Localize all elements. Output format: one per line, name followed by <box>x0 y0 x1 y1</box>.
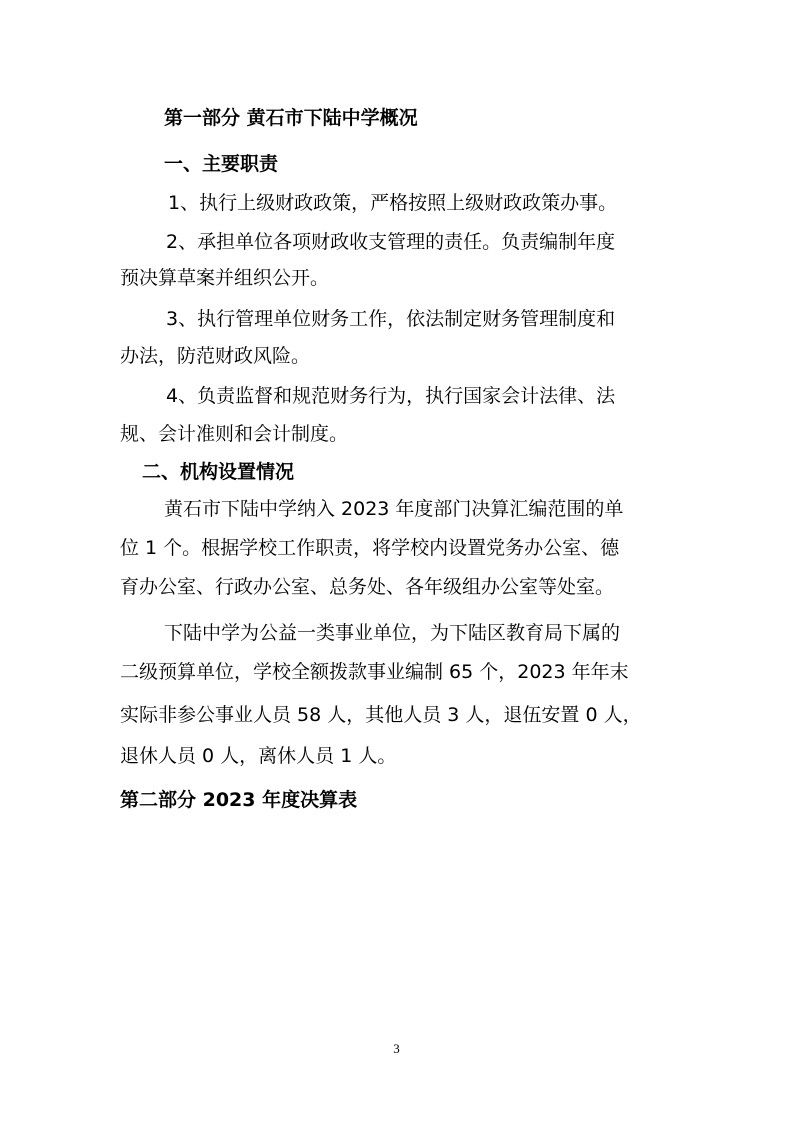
org-paragraph-2-line-2: 二级预算单位，学校全额拨款事业编制 65 个，2023 年年末 <box>120 661 629 683</box>
duty-item-1: 1、执行上级财政政策，严格按照上级财政政策办事。 <box>168 192 618 214</box>
duty-item-4-line-1: 4、负责监督和规范财务行为，执行国家会计法律、法 <box>166 385 616 407</box>
duty-item-4-line-2: 规、会计准则和会计制度。 <box>120 423 349 445</box>
org-paragraph-2-line-3: 实际非参公事业人员 58 人，其他人员 3 人，退伍安置 0 人， <box>120 704 642 726</box>
org-paragraph-1-line-2: 位 1 个。根据学校工作职责，将学校内设置党务办公室、德 <box>120 537 620 559</box>
duty-item-2-line-2: 预决算草案并组织公开。 <box>120 267 330 289</box>
section1-heading: 一、主要职责 <box>164 153 279 175</box>
duty-item-3-line-1: 3、执行管理单位财务工作，依法制定财务管理制度和 <box>166 308 616 330</box>
part2-title: 第二部分 2023 年度决算表 <box>120 789 358 811</box>
part1-title: 第一部分 黄石市下陆中学概况 <box>164 107 418 129</box>
section2-heading: 二、机构设置情况 <box>142 461 295 483</box>
org-paragraph-2-line-1: 下陆中学为公益一类事业单位，为下陆区教育局下属的 <box>164 622 621 644</box>
org-paragraph-1-line-3: 育办公室、行政办公室、总务处、各年级组办公室等处室。 <box>120 576 615 598</box>
page-number: 3 <box>393 1041 400 1056</box>
duty-item-3-line-2: 办法，防范财政风险。 <box>120 345 311 367</box>
org-paragraph-2-line-4: 退休人员 0 人，离休人员 1 人。 <box>120 745 397 767</box>
org-paragraph-1-line-1: 黄石市下陆中学纳入 2023 年度部门决算汇编范围的单 <box>164 498 624 520</box>
duty-item-2-line-1: 2、承担单位各项财政收支管理的责任。负责编制年度 <box>166 231 616 253</box>
